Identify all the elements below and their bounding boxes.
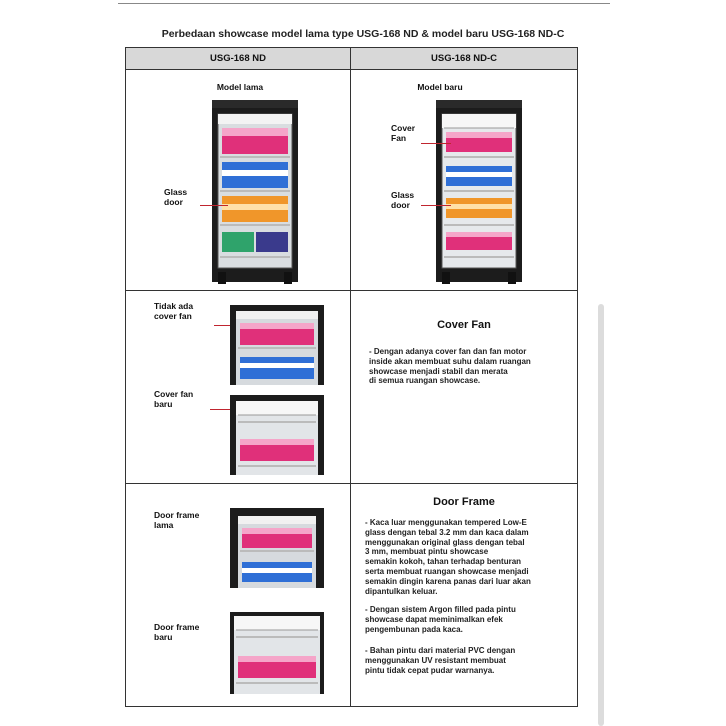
- door-frame-description-glass: - Kaca luar menggunakan tempered Low-E glass dengan tebal 3.2 mm dan kaca dalam menggunakan original glass dengan tebal 3 mm, membuat pintu showcase semakin kokoh, tahan terhadap benturan serta membuat ruangan showcase menjadi semakin dingin karena panas dari luar akan dipantulkan keluar.: [365, 518, 531, 596]
- cover-fan-description: - Dengan adanya cover fan dan fan motor inside akan membuat suhu dalam ruangan showcase menjadi stabil dan merata di semua ruangan showcase.: [369, 347, 531, 386]
- shelf-pink-bottom: [446, 232, 512, 250]
- glass-door-callout-new: Glass door: [391, 190, 415, 210]
- old-showcase-fridge-image: [210, 100, 300, 286]
- shelf-pink: [446, 132, 512, 152]
- new-model-cell: [351, 70, 578, 291]
- shelf-blue: [446, 166, 512, 186]
- fridge-old-door-frame: [230, 508, 324, 588]
- door-frame-title: Door Frame: [433, 496, 495, 508]
- cover-fan-callout: Cover Fan: [391, 123, 416, 143]
- door-frame-images-cell: [126, 484, 351, 707]
- fridge-new-door-frame: [230, 612, 324, 694]
- header-old-model: USG-168 ND: [126, 48, 351, 70]
- door-frame-description-cell: [351, 484, 578, 707]
- door-frame-description-argon: - Dengan sistem Argon filled pada pintu showcase dapat meminimalkan efek pengembunan pada kaca.: [365, 605, 516, 634]
- new-model-caption: Model baru: [417, 82, 463, 92]
- cover-fan-panel: [442, 114, 516, 128]
- cover-fan-arrow: [421, 143, 451, 144]
- shelf-pink: [222, 128, 288, 154]
- cover-fan-title: Cover Fan: [437, 319, 491, 331]
- glass-door-arrow-new: [421, 205, 451, 206]
- old-model-cell: [126, 70, 351, 291]
- door-frame-description-pvc: - Bahan pintu dari material PVC dengan menggunakan UV resistant membuat pintu tidak cepat pudar warnanya.: [365, 646, 516, 675]
- fridge-top-with-cover-fan: [230, 395, 324, 475]
- new-door-frame-label: Door frame baru: [154, 622, 200, 642]
- cover-fan-images-cell: [126, 291, 351, 484]
- old-model-caption: Model lama: [216, 82, 264, 92]
- page-title: Perbedaan showcase model lama type USG-168 ND & model baru USG-168 ND-C: [161, 28, 565, 40]
- fridge-top-without-cover-fan: [230, 305, 324, 385]
- glass-door-arrow-old: [200, 205, 228, 206]
- glass-door-callout-old: Glass door: [164, 187, 188, 207]
- new-cover-fan-label: Cover fan baru: [154, 389, 194, 409]
- shelf-orange: [222, 196, 288, 222]
- shelf-blue: [222, 162, 288, 188]
- comparison-table: [125, 47, 578, 707]
- no-cover-fan-label: Tidak ada cover fan: [154, 301, 194, 321]
- header-new-model: USG-168 ND-C: [351, 48, 578, 70]
- old-door-frame-label: Door frame lama: [154, 510, 200, 530]
- cover-fan-description-cell: [351, 291, 578, 484]
- top-rule: [118, 3, 610, 4]
- new-showcase-fridge-image: [434, 100, 524, 286]
- scrollbar[interactable]: [598, 304, 604, 726]
- shelf-orange: [446, 198, 512, 218]
